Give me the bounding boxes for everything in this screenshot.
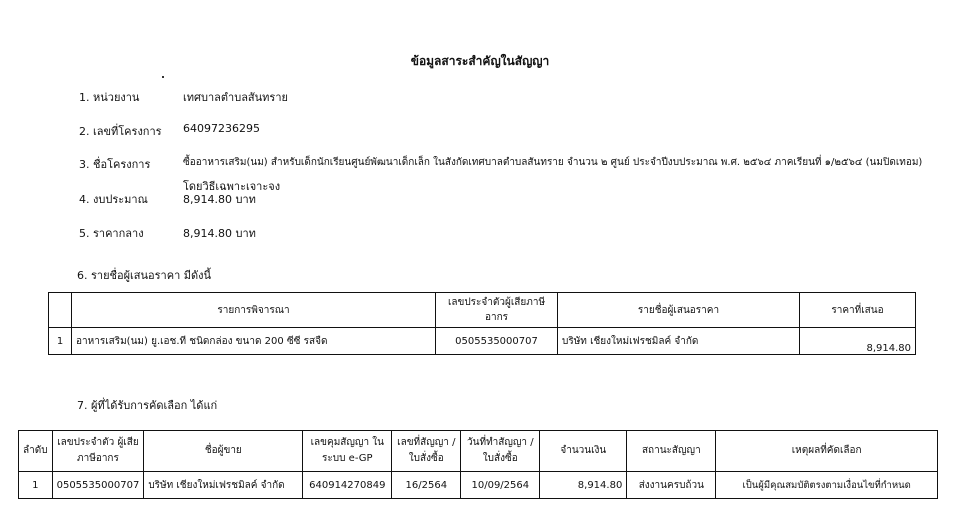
field-label-agency: 1. หน่วยงาน bbox=[79, 91, 140, 104]
column-header-amount: จำนวนเงิน bbox=[540, 431, 627, 472]
column-header-tax-id: เลขประจำตัว ผู้เสียภาษีอากร bbox=[52, 431, 144, 472]
cell-tax-id: 0505535000707 bbox=[436, 328, 558, 355]
column-header-index bbox=[49, 293, 72, 328]
cell-bidder: บริษัท เชียงใหม่เฟรชมิลค์ จำกัด bbox=[558, 328, 800, 355]
column-header-vendor: ชื่อผู้ขาย bbox=[144, 431, 303, 472]
field-value-agency: เทศบาลตำบลสันทราย bbox=[183, 91, 288, 104]
cell-reason: เป็นผู้มีคุณสมบัติตรงตามเงื่อนไขที่กำหนด bbox=[716, 472, 938, 499]
section-selected-heading: 7. ผู้ที่ได้รับการคัดเลือก ได้แก่ bbox=[77, 399, 218, 412]
cell-contract-number: 16/2564 bbox=[392, 472, 461, 499]
cell-item: อาหารเสริม(นม) ยู.เอช.ที ชนิดกล่อง ขนาด 200 ซีซี รสจืด bbox=[72, 328, 436, 355]
cell-status: ส่งงานครบถ้วน bbox=[627, 472, 716, 499]
document-title: ข้อมูลสาระสำคัญในสัญญา bbox=[410, 54, 550, 68]
table-row bbox=[49, 328, 916, 355]
column-header-bid-price: ราคาที่เสนอ bbox=[800, 293, 916, 328]
field-label-median-price: 5. ราคากลาง bbox=[79, 227, 144, 240]
column-header-reason: เหตุผลที่คัดเลือก bbox=[716, 431, 938, 472]
bidders-table bbox=[48, 292, 916, 355]
selected-vendor-table bbox=[18, 430, 938, 499]
cell-tax-id: 0505535000707 bbox=[52, 472, 144, 499]
field-value-project-name: ซื้ออาหารเสริม(นม) สำหรับเด็กนักเรียนศูนย์พัฒนาเด็กเล็ก ในสังกัดเทศบาลตำบลสันทราย จำนวน ๒ ศูนย์ ประจำปีงบประมาณ พ.ศ. ๒๕๖๔ ภาคเรียนที่ ๑/๒๕๖๔ (นมปิดเทอม) bbox=[183, 157, 923, 168]
column-header-contract-date: วันที่ทำสัญญา / ใบสั่งซื้อ bbox=[461, 431, 540, 472]
column-header-bidder: รายชื่อผู้เสนอราคา bbox=[558, 293, 800, 328]
column-header-tax-id: เลขประจำตัวผู้เสียภาษีอากร bbox=[436, 293, 558, 328]
cell-vendor: บริษัท เชียงใหม่เฟรชมิลค์ จำกัด bbox=[144, 472, 303, 499]
field-label-project-name: 3. ชื่อโครงการ bbox=[79, 158, 151, 171]
column-header-item: รายการพิจารณา bbox=[72, 293, 436, 328]
column-header-status: สถานะสัญญา bbox=[627, 431, 716, 472]
field-value-budget: 8,914.80 บาท bbox=[183, 193, 256, 206]
table-header-row bbox=[19, 431, 938, 472]
cell-bid-price: 8,914.80 bbox=[800, 328, 916, 355]
field-value-project-number: 64097236295 bbox=[183, 122, 260, 135]
field-value-project-method: โดยวิธีเฉพาะเจาะจง bbox=[183, 180, 281, 193]
field-value-median-price: 8,914.80 บาท bbox=[183, 227, 256, 240]
field-label-budget: 4. งบประมาณ bbox=[79, 193, 148, 206]
cell-index: 1 bbox=[49, 328, 72, 355]
cell-contract-date: 10/09/2564 bbox=[461, 472, 540, 499]
cell-amount: 8,914.80 bbox=[540, 472, 627, 499]
field-label-project-number: 2. เลขที่โครงการ bbox=[79, 125, 162, 138]
section-bidders-heading: 6. รายชื่อผู้เสนอราคา มีดังนี้ bbox=[77, 269, 212, 282]
table-row bbox=[19, 472, 938, 499]
table-header-row bbox=[49, 293, 916, 328]
cell-order: 1 bbox=[19, 472, 53, 499]
scan-speck bbox=[162, 76, 164, 78]
column-header-order: ลำดับ bbox=[19, 431, 53, 472]
column-header-contract-number: เลขที่สัญญา / ใบสั่งซื้อ bbox=[392, 431, 461, 472]
cell-egp-number: 640914270849 bbox=[303, 472, 392, 499]
column-header-egp-number: เลขคุมสัญญา ในระบบ e-GP bbox=[303, 431, 392, 472]
